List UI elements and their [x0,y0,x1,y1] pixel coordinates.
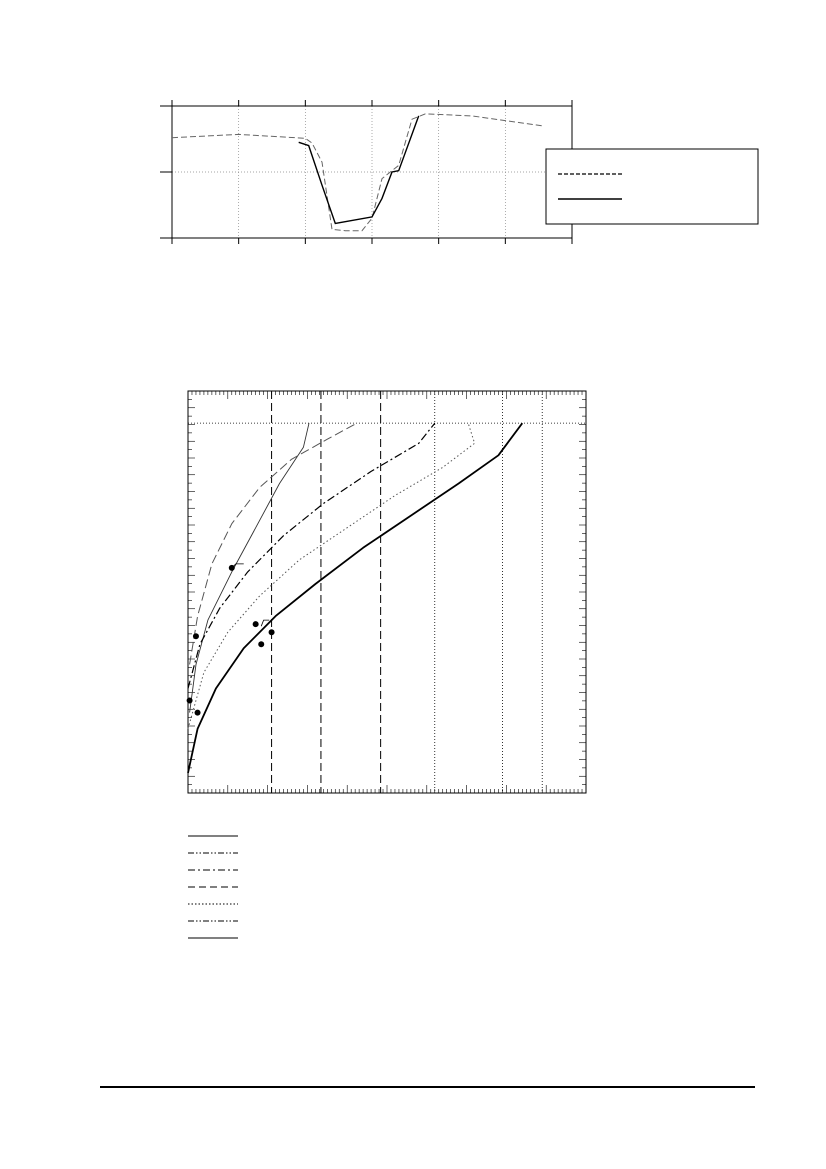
marked-point [253,621,259,627]
footer-rule [100,1086,755,1088]
series-curve [190,423,357,664]
marked-point [193,633,199,639]
series-curve [188,423,435,688]
marked-point [269,629,275,635]
series-curve [190,423,309,712]
marked-point [195,710,201,716]
series-curve [188,423,522,773]
plot-frame [188,391,586,793]
marked-point [187,698,193,704]
marked-point [258,641,264,647]
series-curve [188,423,475,729]
